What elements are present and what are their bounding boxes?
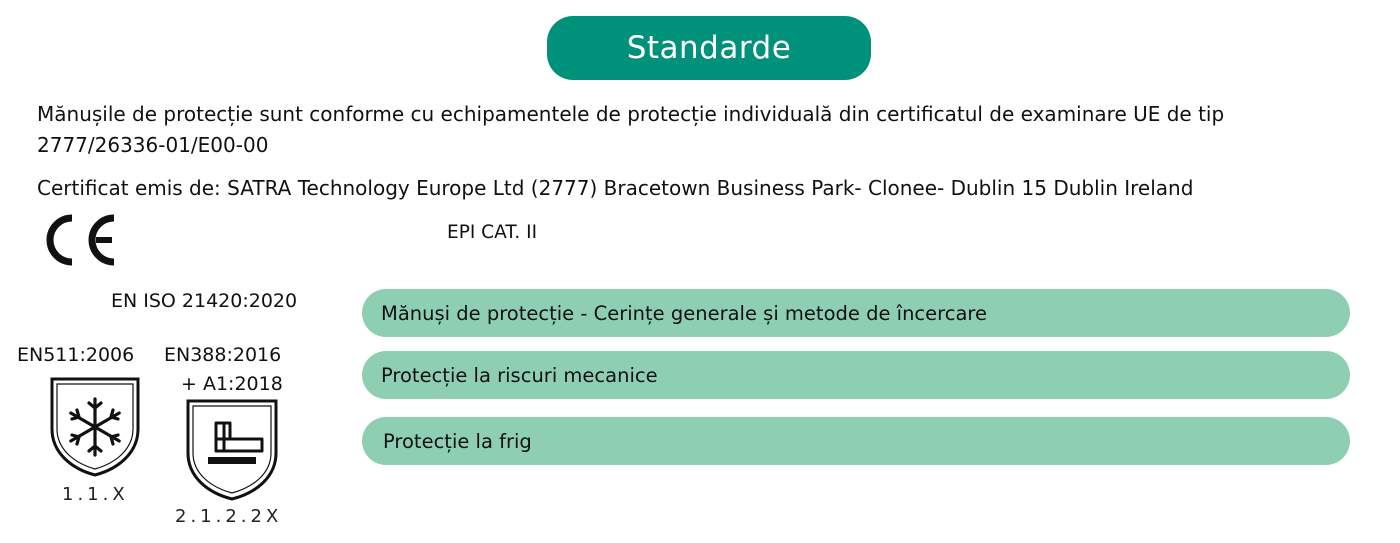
intro-text-line-1: Mănușile de protecție sunt conforme cu echipamentele de protecție individuală din certificatul de examinare UE de tip — [37, 102, 1225, 126]
title-banner: Standarde — [547, 16, 871, 80]
description-pill-general: Mănuși de protecție - Cerințe generale și metode de încercare — [362, 289, 1350, 337]
en511-rating: 1.1.X — [62, 484, 129, 505]
intro-text-line-2: 2777/26336-01/E00-00 — [37, 133, 269, 157]
hammer-shield-icon — [186, 399, 278, 501]
snowflake-shield-icon — [50, 377, 140, 477]
certificate-issuer-text: Certificat emis de: SATRA Technology Europe Ltd (2777) Bracetown Business Park- Clonee- Dublin 15 Dublin Ireland — [37, 176, 1194, 200]
standard-en388-amendment: + A1:2018 — [181, 373, 283, 395]
ppe-category-label: EPI CAT. II — [447, 222, 538, 243]
standard-iso-label: EN ISO 21420:2020 — [111, 290, 298, 312]
standard-en511-label: EN511:2006 — [17, 344, 135, 366]
standard-en388-label: EN388:2016 — [164, 344, 282, 366]
en388-rating: 2.1.2.2X — [175, 506, 283, 527]
description-pill-mechanical: Protecție la riscuri mecanice — [362, 351, 1350, 399]
description-pill-cold: Protecție la frig — [362, 417, 1350, 465]
ce-mark-icon — [46, 214, 122, 266]
